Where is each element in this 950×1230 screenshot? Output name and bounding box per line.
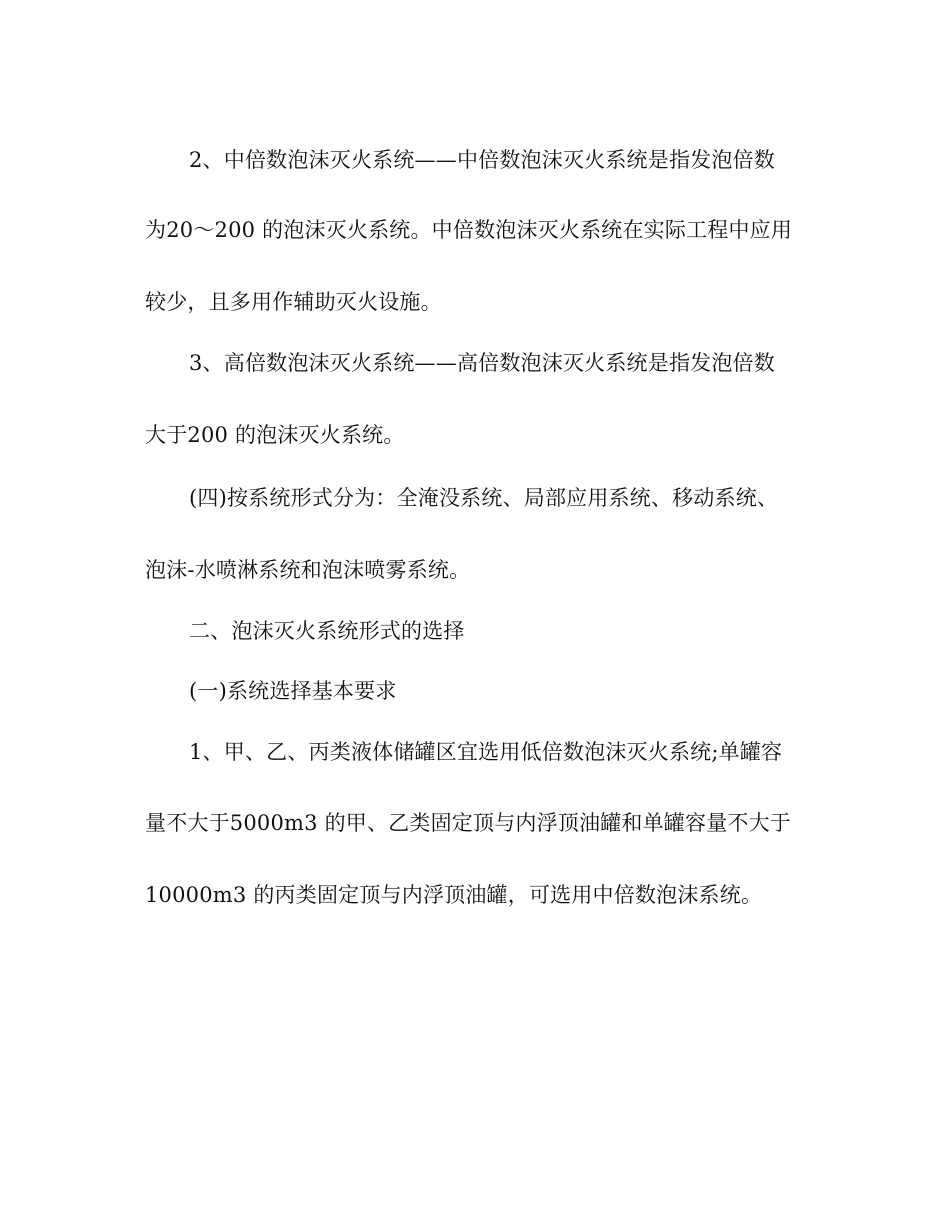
section-heading-selection: 二、泡沫灭火系统形式的选择: [189, 619, 465, 643]
subsection-heading-basic-requirements: (一)系统选择基本要求: [189, 679, 397, 703]
paragraph-high-expansion-line-2: 大于200 的泡沫灭火系统。: [145, 423, 405, 447]
paragraph-requirement-1-line-2: 量不大于5000m3 的甲、乙类固定顶与内浮顶油罐和单罐容量不大于: [145, 811, 791, 835]
paragraph-requirement-1-line-3: 10000m3 的丙类固定顶与内浮顶油罐，可选用中倍数泡沫系统。: [145, 883, 763, 907]
paragraph-requirement-1-line-1: 1、甲、乙、丙类液体储罐区宜选用低倍数泡沫灭火系统;单罐容: [189, 740, 783, 764]
paragraph-system-forms-line-2: 泡沫-水喷淋系统和泡沫喷雾系统。: [145, 558, 471, 582]
paragraph-system-forms-line-1: (四)按系统形式分为：全淹没系统、局部应用系统、移动系统、: [189, 486, 779, 510]
paragraph-medium-expansion-line-2: 为20～200 的泡沫灭火系统。中倍数泡沫灭火系统在实际工程中应用: [145, 218, 793, 242]
paragraph-medium-expansion-line-1: 2、中倍数泡沫灭火系统——中倍数泡沫灭火系统是指发泡倍数: [189, 148, 775, 172]
paragraph-medium-expansion-line-3: 较少，且多用作辅助灭火设施。: [145, 290, 442, 314]
paragraph-high-expansion-line-1: 3、高倍数泡沫灭火系统——高倍数泡沫灭火系统是指发泡倍数: [189, 351, 775, 375]
